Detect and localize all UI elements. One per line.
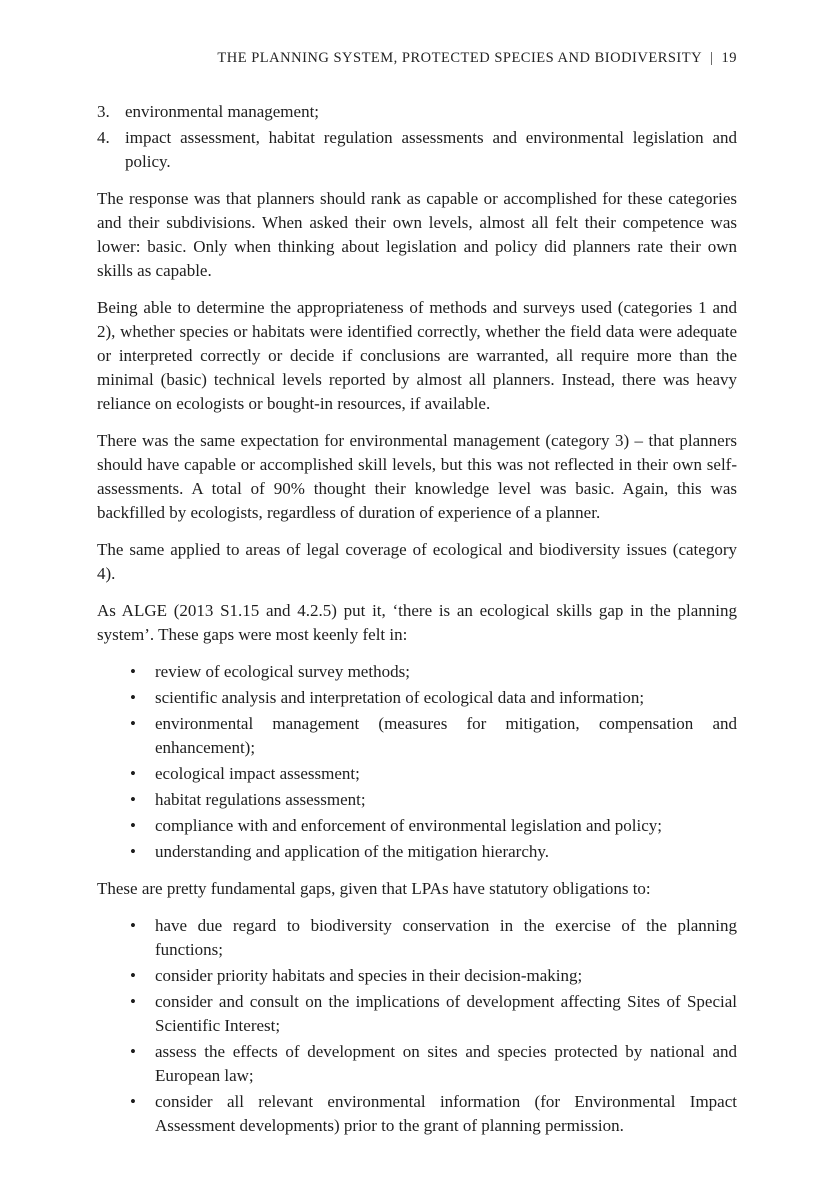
list-item	[130, 1040, 737, 1088]
list-item	[130, 686, 737, 710]
paragraph-alge: As ALGE (2013 S1.15 and 4.2.5) put it, ‘there is an ecological skills gap in the planning system’. These gaps were most keenly felt in:	[97, 601, 737, 644]
paragraph-response: The response was that planners should rank as capable or accomplished for these categories and their subdivisions. When asked their own levels, almost all felt their competence was lower: basic. Only when thinking about legislation and policy did planners rate their own skills as capable.	[97, 189, 737, 280]
header-separator: |	[710, 50, 714, 66]
bullet-list-skills-gaps	[130, 660, 737, 864]
bullet-marker: •	[130, 916, 136, 935]
paragraph-fundamental-gaps: These are pretty fundamental gaps, given that LPAs have statutory obligations to:	[97, 879, 651, 898]
list-item	[130, 660, 737, 684]
item-text: impact assessment, habitat regulation assessments and environmental legislation and policy.	[125, 128, 737, 171]
item-text: environmental management;	[125, 102, 320, 121]
bullet-marker: •	[130, 764, 136, 783]
list-item	[130, 788, 737, 812]
list-item	[130, 1090, 737, 1138]
item-number: 3.	[97, 102, 110, 121]
bullet-marker: •	[130, 1092, 136, 1111]
bullet-text: consider and consult on the implications of development affecting Sites of Special Scientific Interest;	[155, 992, 737, 1035]
bullet-marker: •	[130, 966, 136, 985]
bullet-text: compliance with and enforcement of environmental legislation and policy;	[155, 816, 663, 835]
bullet-text: habitat regulations assessment;	[155, 790, 366, 809]
bullet-text: assess the effects of development on sites and species protected by national and European law;	[155, 1042, 737, 1085]
list-item	[130, 814, 737, 838]
header-title: THE PLANNING SYSTEM, PROTECTED SPECIES AND BIODIVERSITY	[217, 50, 703, 66]
bullet-marker: •	[130, 992, 136, 1011]
list-item	[130, 840, 737, 864]
bullet-text: consider all relevant environmental information (for Environmental Impact Assessment developments) prior to the grant of planning permission.	[155, 1092, 737, 1135]
bullet-text: scientific analysis and interpretation of ecological data and information;	[155, 688, 645, 707]
numbered-item	[97, 126, 737, 174]
list-item	[130, 990, 737, 1038]
item-number: 4.	[97, 128, 110, 147]
bullet-marker: •	[130, 842, 136, 861]
bullet-text: understanding and application of the mitigation hierarchy.	[155, 842, 550, 861]
list-item	[130, 964, 737, 988]
page-header	[97, 46, 737, 70]
bullet-marker: •	[130, 816, 136, 835]
bullet-marker: •	[130, 1042, 136, 1061]
bullet-marker: •	[130, 662, 136, 681]
bullet-marker: •	[130, 790, 136, 809]
paragraph-same-expectation: There was the same expectation for environmental management (category 3) – that planners should have capable or accomplished skill levels, but this was not reflected in their own self-assessments. A total of 90% thought their knowledge level was basic. Again, this was backfilled by ecologists, regardless of duration of experience of a planner.	[97, 431, 737, 522]
numbered-item	[97, 100, 737, 124]
list-item	[130, 712, 737, 760]
bullet-text: environmental management (measures for mitigation, compensation and enhancement);	[155, 714, 737, 757]
bullet-text: have due regard to biodiversity conservation in the exercise of the planning functions;	[155, 916, 737, 959]
paragraph-being-able: Being able to determine the appropriateness of methods and surveys used (categories 1 and 2), whether species or habitats were identified correctly, whether the field data were adequate or interpreted correctly or decide if conclusions are warranted, all require more than the minimal (basic) technical levels reported by almost all planners. Instead, there was heavy reliance on ecologists or bought-in resources, if available.	[97, 298, 737, 413]
bullet-text: ecological impact assessment;	[155, 764, 360, 783]
bullet-marker: •	[130, 714, 136, 733]
numbered-list	[97, 100, 737, 174]
bullet-text: consider priority habitats and species in their decision-making;	[155, 966, 583, 985]
paragraph-same-applied: The same applied to areas of legal coverage of ecological and biodiversity issues (category 4).	[97, 540, 737, 583]
bullet-text: review of ecological survey methods;	[155, 662, 410, 681]
bullet-list-statutory-obligations	[130, 914, 737, 1138]
bullet-marker: •	[130, 688, 136, 707]
list-item	[130, 762, 737, 786]
header-page-number: 19	[721, 50, 737, 66]
list-item	[130, 914, 737, 962]
